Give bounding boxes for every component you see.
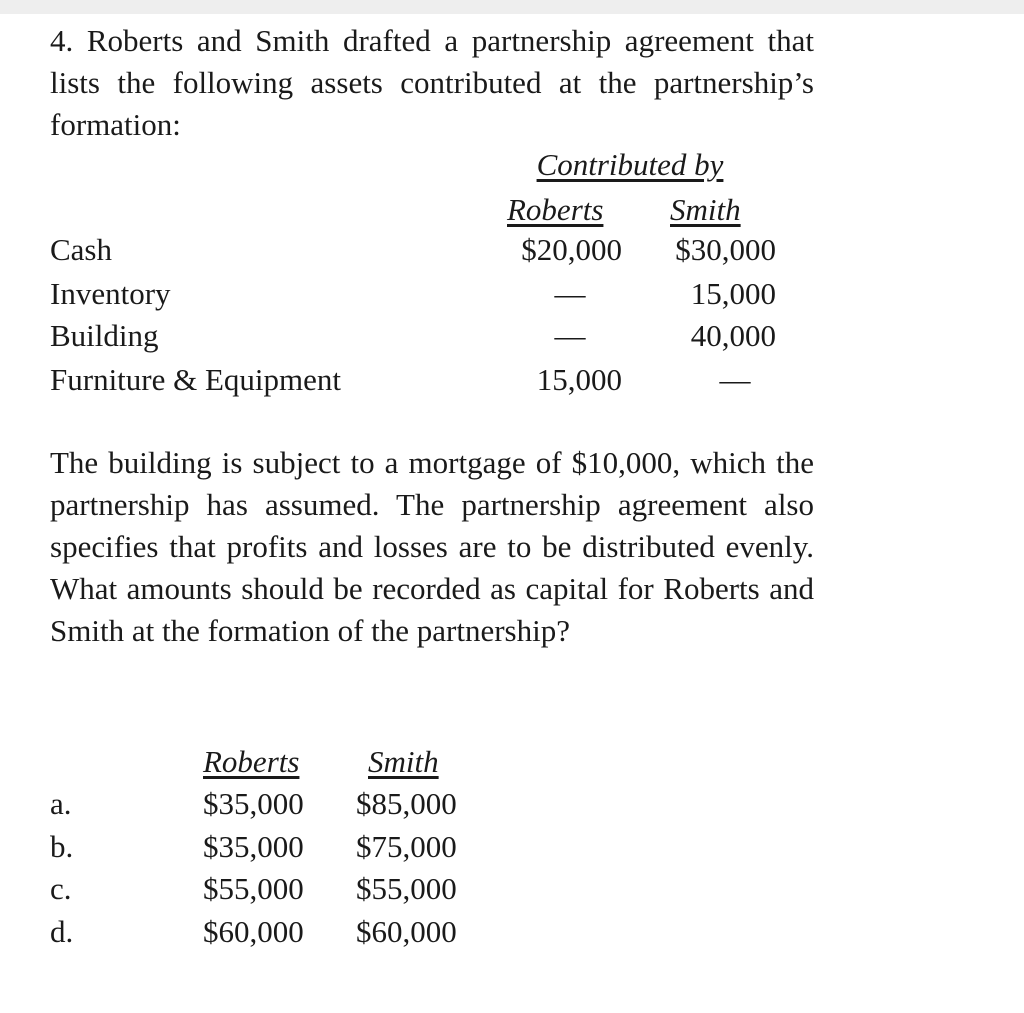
option-letter: b. [50,829,74,864]
answer-col-roberts: Roberts [203,744,300,779]
row-label-cash: Cash [50,232,112,267]
option-smith: $60,000 [356,914,457,949]
option-letter: c. [50,871,72,906]
option-roberts: $35,000 [203,829,304,864]
option-roberts: $35,000 [203,786,304,821]
question-body: The building is subject to a mortgage of $10,000, which the partnership has assumed. The partnership agreement also specifies that profits and losses are to be distributed evenly. What amounts should be recorded as capital for Roberts and Smith at the formation of the partnership? [50,445,814,648]
col-header-roberts: Roberts [507,192,604,227]
top-bar [0,0,1024,14]
row-label-inventory: Inventory [50,276,171,311]
option-roberts: $55,000 [203,871,304,906]
answer-col-smith: Smith [368,744,439,779]
col-header-smith: Smith [670,192,741,227]
option-letter: d. [50,914,74,949]
cash-smith: $30,000 [675,232,776,267]
option-smith: $85,000 [356,786,457,821]
furniture-smith: — [719,362,751,397]
cash-roberts: $20,000 [521,232,622,267]
question-intro: 4. Roberts and Smith drafted a partnership agreement that lists the following assets contributed at the partnership’s formation: [50,23,814,142]
building-roberts: — [554,318,586,353]
option-roberts: $60,000 [203,914,304,949]
option-smith: $55,000 [356,871,457,906]
building-smith: 40,000 [690,318,776,353]
row-label-building: Building [50,318,159,353]
inventory-roberts: — [554,276,586,311]
option-smith: $75,000 [356,829,457,864]
row-label-furniture: Furniture & Equipment [50,362,342,397]
inventory-smith: 15,000 [690,276,776,311]
furniture-roberts: 15,000 [536,362,622,397]
contributed-by-header: Contributed by [536,147,724,182]
option-letter: a. [50,786,72,821]
